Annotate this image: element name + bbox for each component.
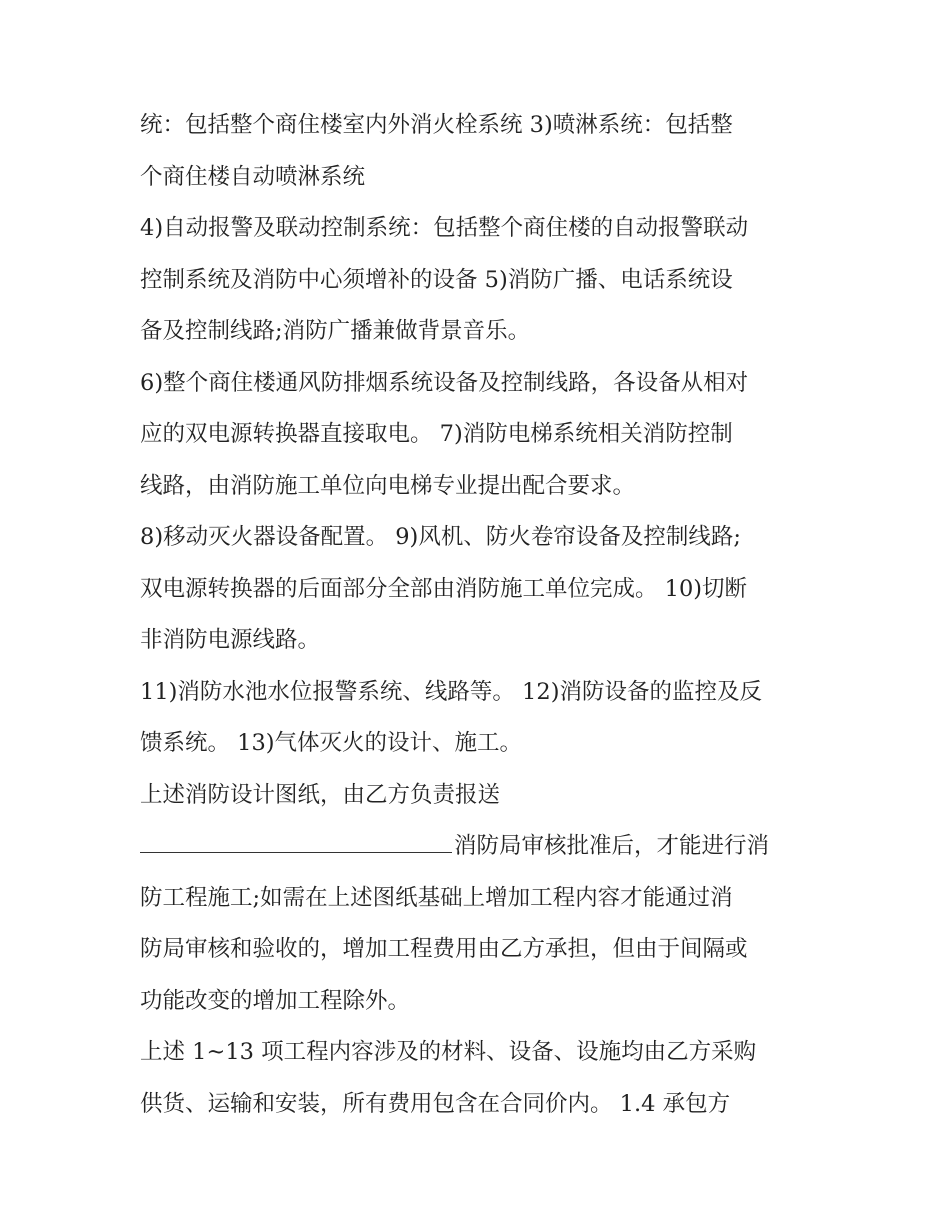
paragraph-water-gas (140, 667, 830, 770)
text-line: 线路，由消防施工单位向电梯专业提出配合要求。 (140, 472, 636, 499)
text-segment: 消防局审核批准后，才能进行消 (454, 833, 770, 859)
paragraph-extinguisher-shutter (140, 512, 830, 667)
text-line: 防工程施工;如需在上述图纸基础上增加工程内容才能通过消 (140, 884, 733, 911)
text-line: 供货、运输和安装，所有费用包含在合同价内。 1.4 承包方 (140, 1090, 731, 1117)
text-line: 11)消防水池水位报警系统、线路等。 12)消防设备的监控及反 (140, 678, 762, 705)
text-line: 双电源转换器的后面部分全部由消防施工单位完成。 10)切断 (140, 575, 748, 602)
paragraph-alarm-broadcast (140, 203, 830, 358)
text-line: 非消防电源线路。 (140, 627, 321, 653)
paragraph-design-approval (140, 770, 830, 1028)
text-line: 馈系统。 13)气体灭火的设计、施工。 (140, 730, 523, 756)
paragraph-materials-supply (140, 1027, 830, 1130)
text-line: 功能改变的增加工程除外。 (140, 987, 411, 1014)
paragraph-hydrant-sprinkler (140, 100, 830, 203)
text-line: 上述消防设计图纸，由乙方负责报送 (140, 781, 501, 808)
fill-in-blank (140, 830, 452, 853)
text-line: 防局审核和验收的，增加工程费用由乙方承担，但由于间隔或 (140, 936, 748, 962)
text-line: 备及控制线路;消防广播兼做背景音乐。 (140, 318, 531, 344)
text-line: 6)整个商住楼通风防排烟系统设备及控制线路，各设备从相对 (140, 369, 749, 396)
document-body (140, 100, 830, 1130)
text-line: 个商住楼自动喷淋系统 (140, 163, 366, 190)
paragraph-ventilation-elevator (140, 358, 830, 513)
text-line: 上述 1~13 项工程内容涉及的材料、设备、设施均由乙方采购 (140, 1039, 757, 1065)
text-line: 控制系统及消防中心须增补的设备 5)消防广播、电话系统设 (140, 266, 733, 293)
text-line: 统：包括整个商住楼室内外消火栓系统 3)喷淋系统：包括整 (140, 112, 733, 138)
text-line: 4)自动报警及联动控制系统：包括整个商住楼的自动报警联动 (140, 215, 749, 241)
text-line-with-blank (140, 821, 830, 873)
text-line: 8)移动灭火器设备配置。 9)风机、防火卷帘设备及控制线路; (140, 524, 741, 550)
text-line: 应的双电源转换器直接取电。 7)消防电梯系统相关消防控制 (140, 421, 733, 447)
